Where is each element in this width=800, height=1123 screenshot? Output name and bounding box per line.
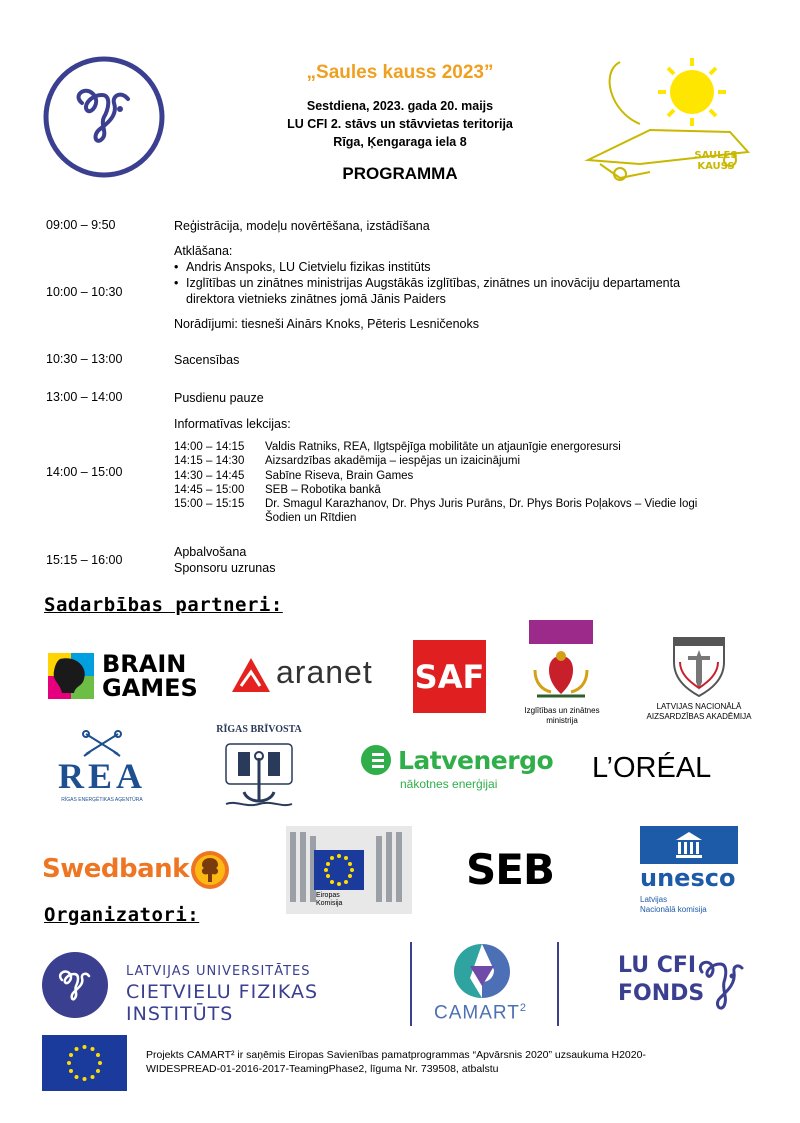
unesco-emblem: [640, 826, 738, 864]
awards: Apbalvošana: [174, 545, 247, 559]
swedbank-logo: [42, 850, 242, 892]
opening-bullet-1: • Andris Anspoks, LU Cietvielu fizikas institūts: [174, 260, 431, 274]
lu-cfi-text-2: CIETVIELU FIZIKAS INSTITŪTS: [126, 981, 319, 1025]
camart-logo: [426, 942, 546, 1026]
ek-text-1: Eiropas: [316, 892, 340, 899]
camart-text: [434, 1002, 527, 1024]
divider-2: [557, 942, 559, 1026]
swedbank-text: Swedbank: [42, 854, 189, 884]
lu-cfi-text-1: LATVIJAS UNIVERSITĀTES: [126, 964, 311, 979]
brain-text: BRAIN: [102, 650, 187, 678]
sponsor-speeches: Sponsoru uzrunas: [174, 561, 276, 575]
opening-bullet-2: • Izglītības un zinātnes ministrijas Augstākās izglītības, zinātnes un inovāciju departamenta direktora vietnieks zinātnes jomā Jānis Paiders: [174, 276, 681, 306]
camart-word: CAMART: [434, 1002, 520, 1024]
izm-text-2: ministrija: [546, 716, 578, 725]
rigas-brivosta-logo: [206, 722, 312, 816]
footnote-line-1: Projekts CAMART² ir saņēmis Eiropas Savienības pamatprogrammas “Apvārsnis 2020” uzsaukuma H2020-: [146, 1049, 646, 1061]
eu-flag: [42, 1035, 127, 1091]
desc-4: Pusdienu pauze: [174, 391, 264, 405]
brain-games-logo: [48, 650, 208, 702]
latvenergo-logo: [360, 744, 560, 794]
camart-sup: 2: [519, 1002, 528, 1014]
time-6: 15:15 – 16:00: [46, 553, 123, 567]
latvenergo-subtitle: nākotnes enerģijai: [400, 777, 498, 791]
fonds-text-1: LU CFI: [618, 953, 697, 978]
lecture-item: 14:00 – 14:15 Valdis Ratniks, REA, Ilgtspējīga mobilitāte un atjaunīgie energoresursi: [174, 441, 621, 453]
time-1: 09:00 – 9:50: [46, 218, 116, 232]
desc-2: [174, 243, 754, 332]
unesco-logo: [640, 826, 740, 918]
lecture-item: 14:15 – 14:30 Aizsardzības akadēmija – iespējas un izaicinājumi: [174, 455, 521, 468]
rea-subtitle: RĪGAS ENERĢĒTIKAS AĢENTŪRA: [61, 797, 143, 803]
lecture-item: 14:30 – 14:45 Sabīne Riseva, Brain Games: [174, 469, 414, 482]
lecture-list: [174, 440, 754, 526]
time-2: 10:00 – 10:30: [46, 285, 123, 299]
lu-cfi-fonds-logo: [618, 950, 758, 1020]
saules-kauss-logo-text: SAULES KAUSS: [694, 150, 738, 172]
lecture-item: 15:00 – 15:15 Dr. Smagul Karazhanov, Dr. Phys Juris Purāns, Dr. Phys Boris Poļakovs – Viedie logi: [174, 498, 698, 511]
izm-text-1: Izglītības un zinātnes: [524, 706, 600, 715]
cfi-logo: [42, 55, 166, 179]
rea-logo: [50, 730, 154, 806]
ek-text-2: Komisija: [316, 900, 343, 907]
divider-1: [410, 942, 412, 1026]
aranet-logo: [232, 656, 382, 696]
partners-heading: Sadarbības partneri:: [44, 594, 283, 616]
funding-footnote: [146, 1049, 706, 1076]
lecture-item: 14:45 – 15:00 SEB – Robotika bankā: [174, 483, 381, 496]
lectures-heading: Informatīvas lekcijas:: [174, 417, 291, 431]
ek-logo: [286, 826, 412, 914]
desc-5: [174, 416, 754, 526]
lu-cfi-logo: [42, 952, 402, 1025]
time-4: 13:00 – 14:00: [46, 390, 123, 404]
time-3: 10:30 – 13:00: [46, 352, 123, 366]
judges-note: Norādījumi: tiesneši Ainārs Knoks, Pēteris Lesničenoks: [174, 317, 480, 331]
footnote-line-2: WIDESPREAD-01-2016-2017-TeamingPhase2, līguma Nr. 739508, atbalstu: [146, 1062, 499, 1075]
event-location-2: Rīga, Ķengaraga iela 8: [333, 135, 467, 149]
time-5: 14:00 – 15:00: [46, 465, 123, 479]
fonds-text-2: FONDS: [618, 981, 705, 1006]
games-text: GAMES: [102, 674, 198, 702]
program-title: PROGRAMMA: [342, 164, 458, 183]
izm-purple-bar: [529, 620, 593, 644]
organizers-heading: Organizatori:: [44, 904, 200, 926]
event-title: „Saules kauss 2023”: [306, 62, 494, 83]
izm-logo: [515, 620, 609, 730]
desc-1: Reģistrācija, modeļu novērtēšana, izstādīšana: [174, 219, 430, 233]
naa-logo: [636, 632, 762, 724]
desc-6: [174, 544, 754, 576]
saules-kauss-logo: [580, 52, 760, 192]
saf-logo: [413, 640, 486, 713]
unesco-sub-2: Nacionālā komisija: [640, 905, 707, 914]
rea-text: REA: [57, 756, 146, 796]
seb-logo: SEB: [466, 845, 554, 894]
desc-3: Sacensības: [174, 353, 240, 367]
naa-text-2: AIZSARDZĪBAS AKADĒMIJA: [646, 712, 752, 721]
event-location-1: LU CFI 2. stāvs un stāvvietas teritorija: [287, 117, 513, 131]
lecture-item-cont: Šodien un Rītdien: [265, 512, 357, 525]
naa-text-1: LATVIJAS NACIONĀLĀ: [656, 702, 742, 711]
rigas-brivosta-text: RĪGAS BRĪVOSTA: [216, 724, 302, 735]
event-date: Sestdiena, 2023. gada 20. maijs: [306, 99, 494, 113]
loreal-logo: L’ORÉAL: [592, 752, 712, 784]
latvenergo-text: Latvenergo: [398, 746, 554, 775]
unesco-sub-1: Latvijas: [640, 895, 668, 904]
unesco-text: unesco: [640, 864, 736, 892]
aranet-text: aranet: [276, 654, 373, 690]
saf-text: SAF: [414, 658, 485, 696]
opening-heading: Atklāšana:: [174, 244, 233, 258]
naa-badge-text: NAA 1992: [686, 633, 712, 639]
